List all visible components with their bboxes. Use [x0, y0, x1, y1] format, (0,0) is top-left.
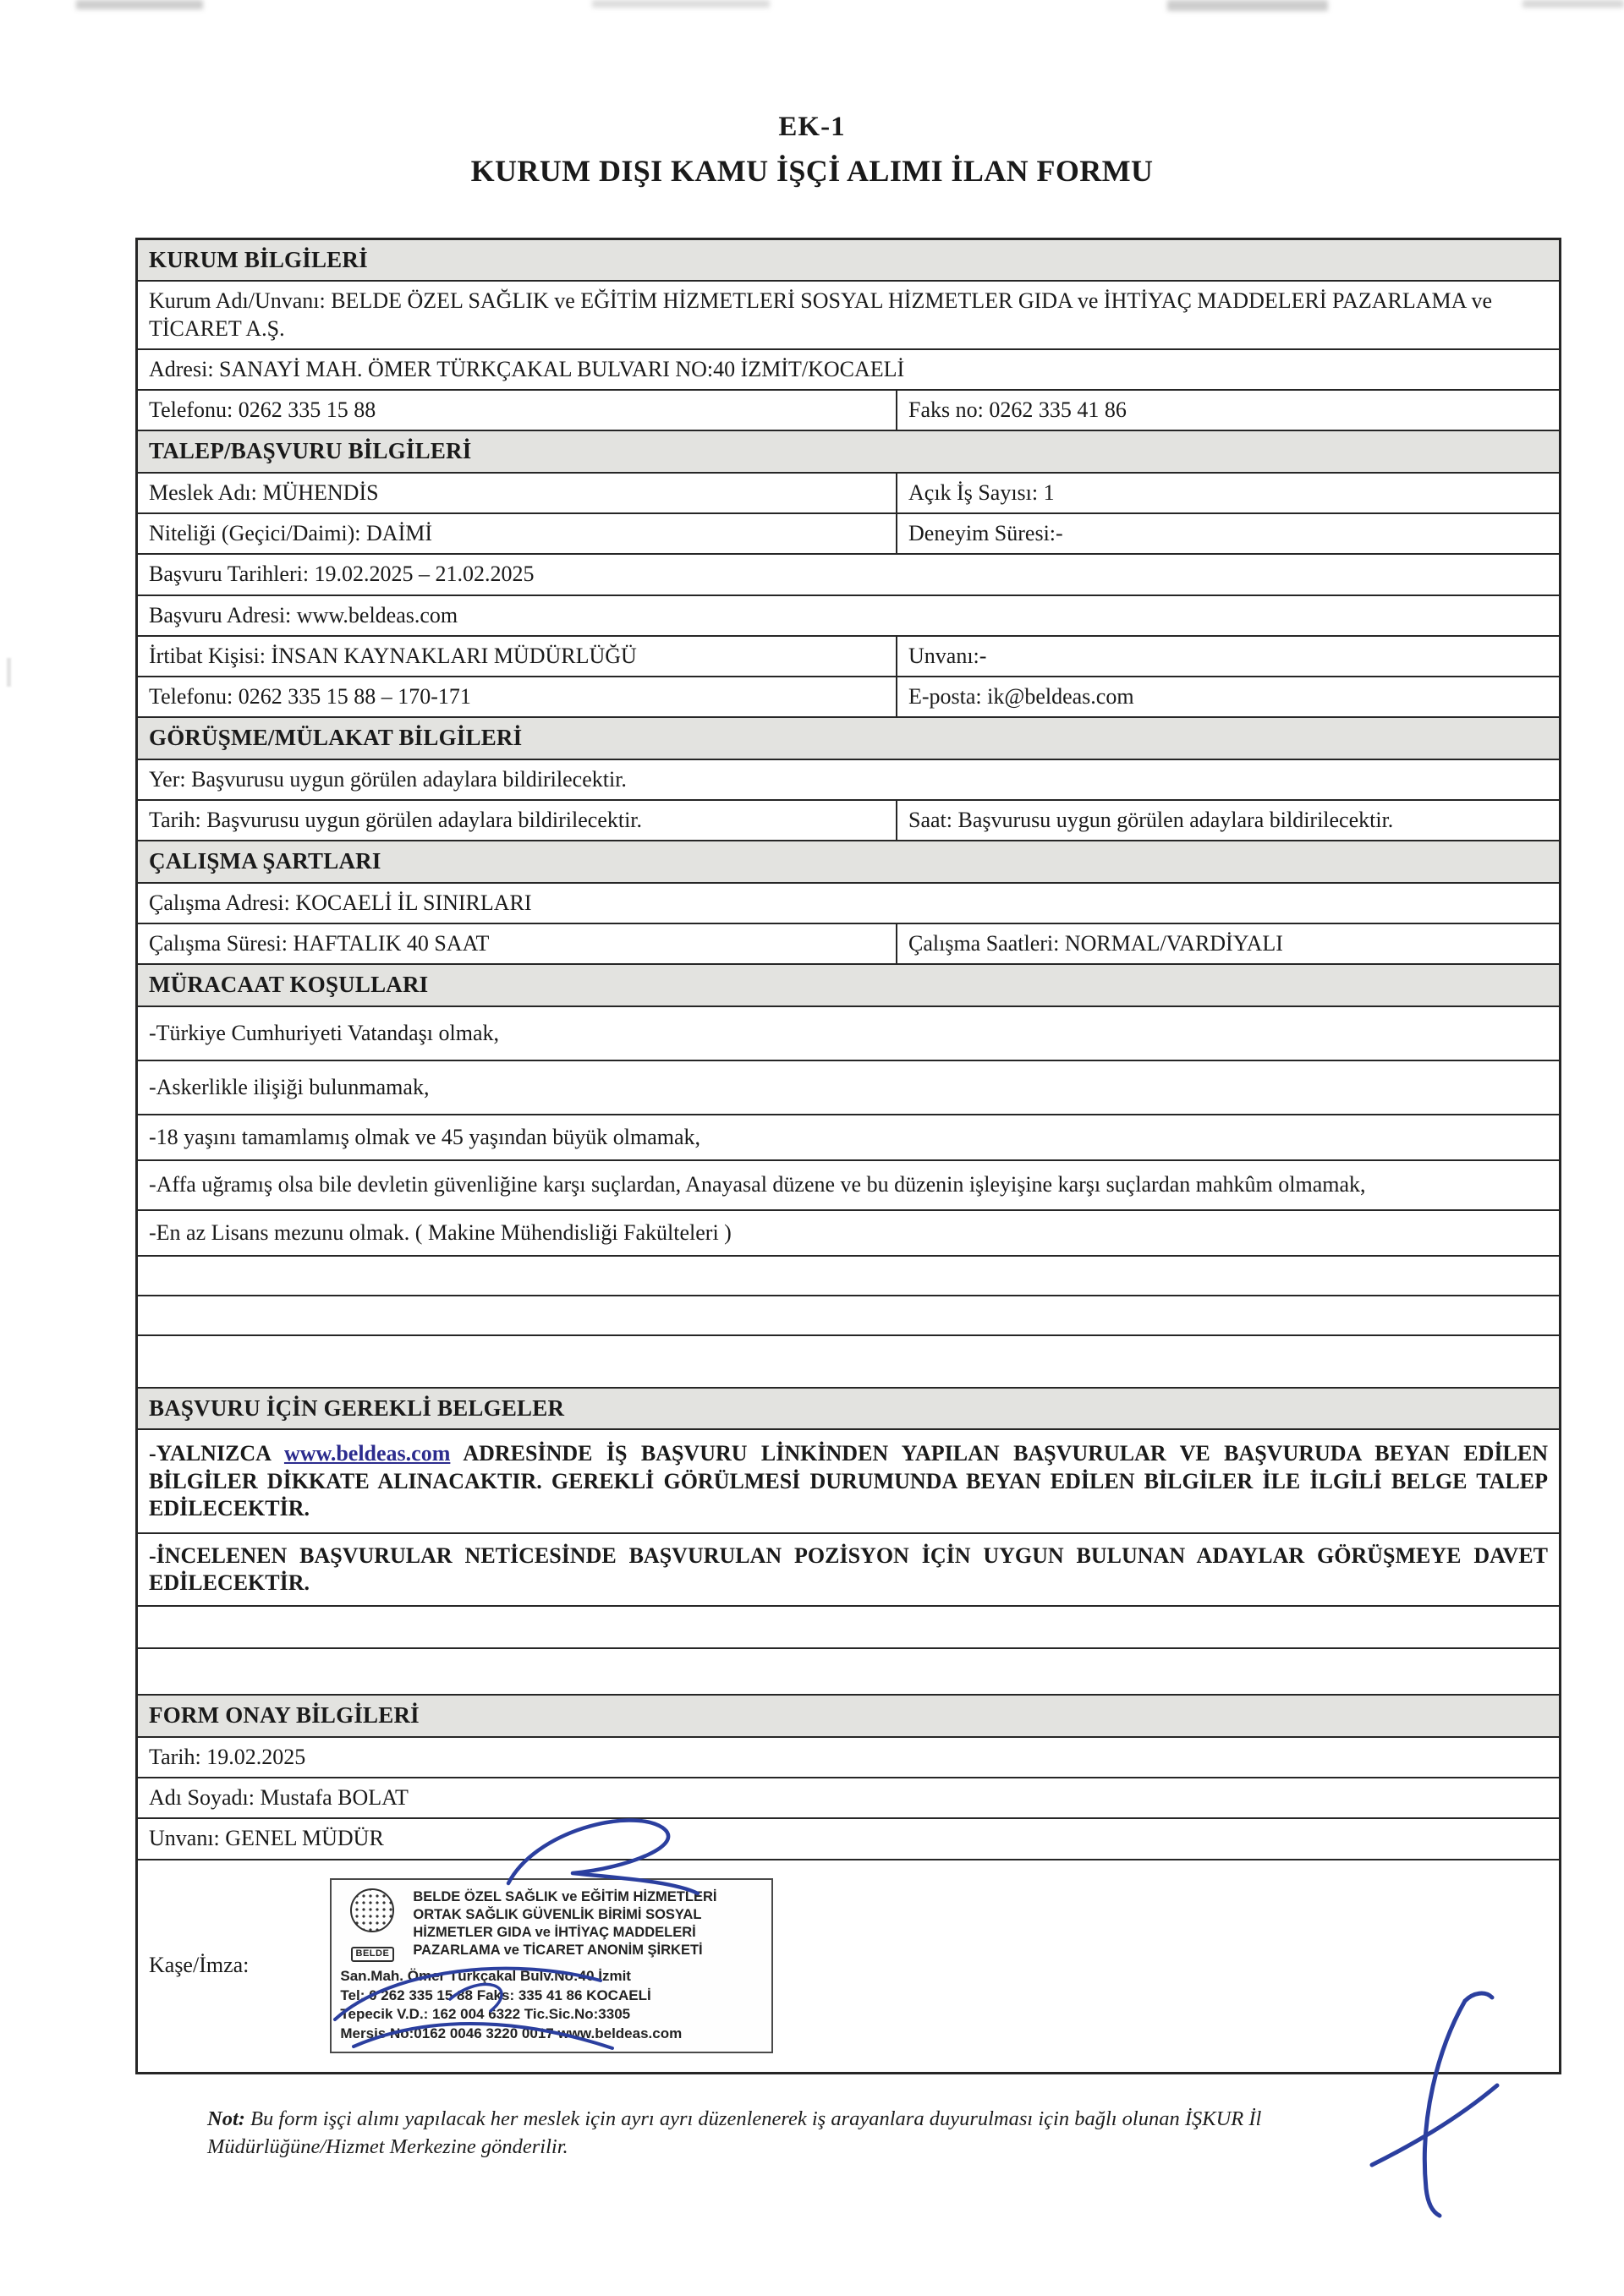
field-value: NORMAL/VARDİYALI [1064, 930, 1283, 956]
row-kase-imza [138, 1860, 1559, 2072]
field-label: Telefonu: [149, 397, 233, 423]
field-label: Çalışma Saatleri: [908, 930, 1060, 956]
form-table [135, 238, 1561, 2074]
field-value: BELDE ÖZEL SAĞLIK ve EĞİTİM HİZMETLERİ SOSYAL HİZMETLER GIDA ve İHTİYAÇ MADDELERİ PAZARLAMA ve TİCARET A.Ş. [149, 288, 1493, 341]
cell-acik-is [897, 474, 1559, 512]
belgeler-item-2 [138, 1534, 1559, 1607]
condition-text: -18 yaşını tamamlamış olmak ve 45 yaşından büyük olmamak, [149, 1125, 701, 1150]
field-value: www.beldeas.com [296, 602, 458, 627]
field-value: 0262 335 41 86 [989, 397, 1127, 423]
cell-deneyim [897, 514, 1559, 553]
section-header-form-onay [138, 1696, 1559, 1737]
company-stamp [330, 1878, 773, 2053]
empty-row [138, 1607, 1559, 1649]
field-value: - [1056, 521, 1063, 546]
field-value: MÜHENDİS [262, 479, 379, 505]
cell-nitelik [138, 514, 897, 553]
row-basvuru-adresi [138, 596, 1559, 637]
field-value: 19.02.2025 – 21.02.2025 [314, 562, 535, 587]
section-header-calisma-sartlari [138, 841, 1559, 883]
field-label: Başvuru Adresi: [149, 602, 292, 627]
cell-tarih [138, 801, 897, 840]
field-label: Adresi: [149, 356, 214, 381]
row-irtibat-unvan [138, 637, 1559, 677]
section-header-muracaat-kosullari [138, 965, 1559, 1006]
muracaat-item [138, 1211, 1559, 1257]
stamp-logo [340, 1887, 404, 1962]
field-label: Meslek Adı: [149, 479, 257, 505]
row-tarih-saat [138, 801, 1559, 841]
page-title: KURUM DIŞI KAMU İŞÇİ ALIMI İLAN FORMU [470, 154, 1154, 188]
section-title: KURUM BİLGİLERİ [149, 247, 368, 272]
cell-saat [897, 801, 1559, 840]
field-label: Çalışma Adresi: [149, 890, 290, 915]
row-adresi [138, 350, 1559, 391]
field-value: Başvurusu uygun görülen adaylara bildirilecektir. [206, 807, 643, 832]
field-label: Telefonu: [149, 684, 233, 710]
muracaat-item [138, 1115, 1559, 1161]
field-value: KOCAELİ İL SINIRLARI [295, 890, 532, 915]
field-value: 19.02.2025 [206, 1744, 306, 1769]
cell-unvan [897, 637, 1559, 676]
empty-row [138, 1296, 1559, 1336]
section-title: ÇALIŞMA ŞARTLARI [149, 848, 381, 874]
requirement-text: -İNCELENEN BAŞVURULAR NETİCESİNDE BAŞVURULAN POZİSYON İÇİN UYGUN BULUNAN ADAYLAR GÖRÜŞMEYE DAVET EDİLECEKTİR. [149, 1543, 1548, 1596]
field-label: Unvanı: [908, 643, 979, 668]
field-label: Faks no: [908, 397, 984, 423]
condition-text: -En az Lisans mezunu olmak. ( Makine Mühendisliği Fakülteleri ) [149, 1219, 732, 1245]
row-kurum-adi [138, 282, 1559, 349]
cell-calisma-suresi [138, 924, 897, 963]
scan-artifact [1167, 0, 1328, 11]
field-value: - [979, 643, 987, 668]
field-label: Çalışma Süresi: [149, 930, 288, 956]
section-title: MÜRACAAT KOŞULLARI [149, 972, 429, 998]
field-value: SANAYİ MAH. ÖMER TÜRKÇAKAL BULVARI NO:40 İZMİT/KOCAELİ [219, 356, 905, 381]
kase-imza-label: Kaşe/İmza: [149, 1953, 250, 1978]
section-header-gorusme-mulakat [138, 718, 1559, 759]
note-label: Not: [207, 2107, 245, 2130]
document-header [0, 0, 1624, 189]
cell-telefon2 [138, 677, 897, 716]
field-value: DAİMİ [366, 521, 433, 546]
field-label: İrtibat Kişisi: [149, 643, 266, 668]
field-label: Tarih: [149, 807, 201, 832]
cell-eposta [897, 677, 1559, 716]
scan-artifact [1522, 0, 1624, 8]
muracaat-item [138, 1061, 1559, 1115]
note-text: Bu form işçi alımı yapılacak her meslek için ayrı ayrı düzenlenerek iş arayanlara duyurulması için bağlı olunan İŞKUR İl Müdürlüğüne/Hizmet Merkezine gönderilir. [207, 2107, 1262, 2158]
row-telefon-eposta [138, 677, 1559, 718]
section-title: BAŞVURU İÇİN GEREKLİ BELGELER [149, 1395, 565, 1421]
belgeler-item-1 [138, 1430, 1559, 1534]
field-label: Adı Soyadı: [149, 1785, 255, 1811]
cell-calisma-saatleri [897, 924, 1559, 963]
field-label: Başvuru Tarihleri: [149, 562, 310, 587]
row-yer [138, 760, 1559, 801]
muracaat-item [138, 1161, 1559, 1210]
row-onay-tarih [138, 1738, 1559, 1778]
field-value: 0262 335 15 88 [238, 397, 376, 423]
cell-faks [897, 391, 1559, 430]
form-code: EK-1 [778, 112, 846, 142]
field-label: Yer: [149, 766, 186, 792]
row-adi-soyadi [138, 1778, 1559, 1819]
condition-text: -Türkiye Cumhuriyeti Vatandaşı olmak, [149, 1020, 499, 1045]
field-label: Unvanı: [149, 1826, 220, 1851]
condition-text: -Askerlikle ilişiği bulunmamak, [149, 1074, 430, 1099]
section-header-gerekli-belgeler [138, 1389, 1559, 1430]
row-basvuru-tarihleri [138, 555, 1559, 595]
stamp-company-name: BELDE ÖZEL SAĞLIK ve EĞİTİM HİZMETLERİ ORTAK SAĞLIK GÜVENLİK BİRİMİ SOSYAL HİZMETLER GIDA ve İHTİYAÇ MADDELERİ PAZARLAMA ve TİCARET ANONİM ŞİRKETİ [413, 1889, 717, 1959]
field-label: Saat: [908, 807, 952, 832]
field-value: Başvurusu uygun görülen adaylara bildirilecektir. [191, 766, 627, 792]
row-telefon-faks [138, 391, 1559, 431]
beldeas-link: www.beldeas.com [283, 1441, 451, 1466]
stamp-logo-text: BELDE [351, 1947, 395, 1962]
stamp-emblem-icon [350, 1888, 394, 1932]
section-title: GÖRÜŞME/MÜLAKAT BİLGİLERİ [149, 725, 523, 751]
muracaat-item [138, 1007, 1559, 1061]
field-label: Kurum Adı/Unvanı: [149, 288, 326, 314]
cell-telefon [138, 391, 897, 430]
field-value: Başvurusu uygun görülen adaylara bildirilecektir. [957, 807, 1394, 832]
field-value: İNSAN KAYNAKLARI MÜDÜRLÜĞÜ [271, 643, 637, 668]
row-calisma-suresi-saatleri [138, 924, 1559, 965]
field-value: Mustafa BOLAT [260, 1785, 409, 1811]
scan-artifact [76, 0, 203, 9]
field-label: Açık İş Sayısı: [908, 479, 1039, 505]
empty-row [138, 1336, 1559, 1389]
field-label: Niteliği (Geçici/Daimi): [149, 521, 361, 546]
row-onay-unvani [138, 1819, 1559, 1860]
section-title: TALEP/BAŞVURU BİLGİLERİ [149, 438, 472, 464]
field-label: Tarih: [149, 1744, 201, 1769]
field-label: Deneyim Süresi: [908, 521, 1056, 546]
stamp-address: San.Mah. Ömer Türkçakal Bulv.No:40 İzmit Tel: 0 262 335 15 88 Faks: 335 41 86 KOCAELİ Tepecik V.D.: 162 004 6322 Tic.Sic.No:3305 Mersis No:0162 0046 3220 0017 www.beldeas.com [340, 1968, 683, 2041]
field-label: E-posta: [908, 684, 982, 710]
section-title: FORM ONAY BİLGİLERİ [149, 1702, 420, 1729]
row-calisma-adresi [138, 884, 1559, 924]
field-value: ik@beldeas.com [987, 684, 1134, 710]
field-value: GENEL MÜDÜR [225, 1826, 384, 1851]
condition-text: -Affa uğramış olsa bile devletin güvenliğine karşı suçlardan, Anayasal düzene ve bu düzenin işleyişine karşı suçlardan mahkûm olmamak, [149, 1172, 1366, 1197]
requirement-text: -YALNIZCA www.beldeas.com ADRESİNDE İŞ BAŞVURU LİNKİNDEN YAPILAN BAŞVURULAR VE BAŞVURUDA BEYAN EDİLEN BİLGİLER DİKKATE ALINACAKTIR. GEREKLİ GÖRÜLMESİ DURUMUNDA BEYAN EDİLEN BİLGİLER İLE İLGİLİ BELGE TALEP EDİLECEKTİR. [149, 1441, 1548, 1521]
row-meslek-acikis [138, 474, 1559, 514]
section-header-talep-basvuru [138, 431, 1559, 473]
section-header-kurum-bilgileri [138, 240, 1559, 282]
row-nitelik-deneyim [138, 514, 1559, 555]
field-value: 0262 335 15 88 – 170-171 [238, 684, 471, 710]
cell-irtibat [138, 637, 897, 676]
scan-artifact [592, 0, 770, 8]
field-value: 1 [1043, 479, 1055, 505]
empty-row [138, 1257, 1559, 1296]
footer-note [207, 2105, 1434, 2161]
field-value: HAFTALIK 40 SAAT [293, 930, 490, 956]
scan-artifact [7, 658, 11, 687]
cell-meslek [138, 474, 897, 512]
empty-row [138, 1649, 1559, 1696]
